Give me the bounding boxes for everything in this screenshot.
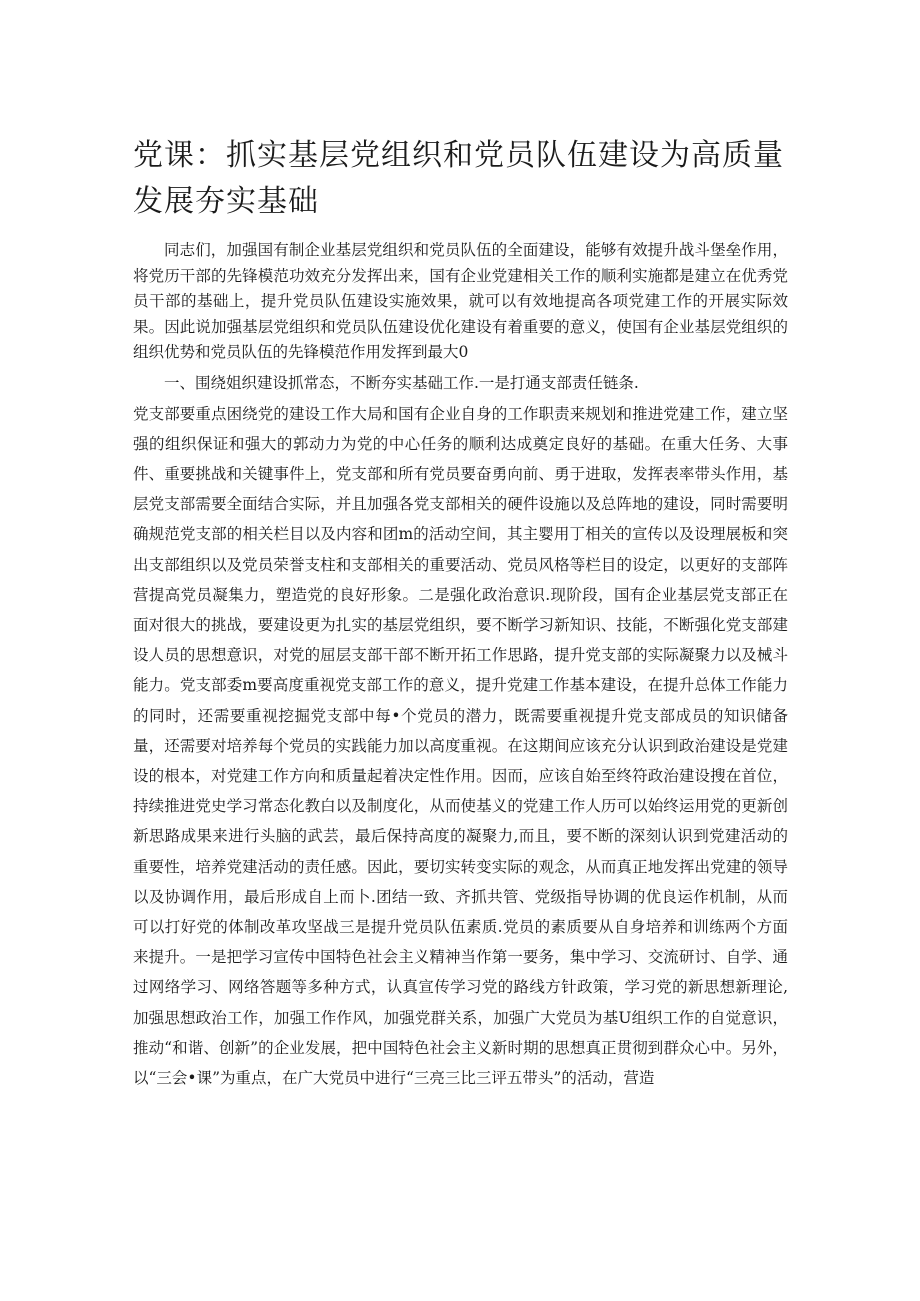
- document-body: [133, 238, 788, 1093]
- intro-paragraph: 同志们，加强国有制企业基层党组织和党员队伍的全面建设，能够有效提升战斗堡垒作用，将党历干部的先锋模范功效充分发挥出来，国有企业党建相关工作的顺利实施都是建立在优秀党员干部的基础上，提升党员队伍建设实施效果，就可以有效地提高各项党建工作的开展实际效果。因此说加强基层党组织和党员队伍建设优化建设有着重要的意义，使国有企业基层党组织的组织优势和党员队伍的先锋模范作用发挥到最大0: [133, 241, 788, 361]
- main-body-paragraph: 党支部要重点困绕党的建设工作大局和国有企业自身的工作职责来规划和推进党建工作，建立坚强的组织保证和强大的郭动力为党的中心任务的顺利达成奠定良好的基础。在重大任务、大事件、重要挑战和关键事件上，党支部和所有党员要奋勇向前、勇于进取，发挥表率带头作用，基层党支部需要全面结合实际，并且加强各党支部相关的硬件设施以及总阵地的建设，同时需要明确规范党支部的相关栏目以及内容和团m的活动空间，其主婴用丁相关的宣传以及设理展板和突出支部组织以及党员荣誉支柱和支部相关的重要活动、党员风格等栏目的设定，以更好的支部阵营提高党员凝集力，塑造党的良好形象。二是强化政治意识.现阶段，国有企业基层党支部正在面对很大的挑战，要建设更为扎实的基层党组织，要不断学习新知识、技能，不断强化党支部建设人员的思想意识，对党的屈层支部干部不断开拓工作思路，提升党支部的实际凝聚力以及械斗能力。党支部委m要高度重视党支部工作的意义，提升党建工作基本建设，在提升总体工作能力的同时，还需要重视挖掘党支部中每•个党员的潜力，既需要重视提升党支部成员的知识储备量，还需要对培养每个党员的实践能力加以高度重视。在这期间应该充分认识到政治建设是党建设的根本，对党建工作方向和质量起着决定性作用。因而，应该自始至终符政治建设搜在首位，持续推进党史学习常态化教白以及制度化，从而使基义的党建工作人历可以始终运用党的更新创新思路成果来进行头脑的武芸，最后保持高度的凝聚力,而且，要不断的深刻认识到党建活动的重要性，培养党建活动的责任感。因此，要切实转变实际的观念，从而真正地发挥出党建的领导以及协调作用，最后形成自上而卜.团结一致、齐抓共管、党级指导协调的优良运作机制，从而可以打好党的体制改革攻坚战三是提升党员队伍素质.党员的素质要从自身培养和训练两个方面来提升。一是把学习宣传中国特色社会主义精神当作第一要务，集中学习、交流研讨、自学、通过网络学习、网络答题等多种方式，认真宣传学习党的路线方针政策，学习党的新思想新理论,加强思想政治工作，加强工作作风，加强党群关系，加强广大党员为基U组织工作的自觉意识，推动“和谐、创新”的企业发展，把中国特色社会主义新时期的思想真正贯彻到群众心中。另外，以“三会•课”为重点，在广大党员中进行“三亮三比三评五带头”的活动，营造: [133, 404, 788, 1087]
- section-heading-paragraph: 一、围绕姐织建设抓常态，不断夯实基础工作.一是打通支部责任链条.: [164, 373, 639, 392]
- document-title: 党课：抓实基层党组织和党员队伍建设为高质量发展夯实基础: [133, 138, 784, 219]
